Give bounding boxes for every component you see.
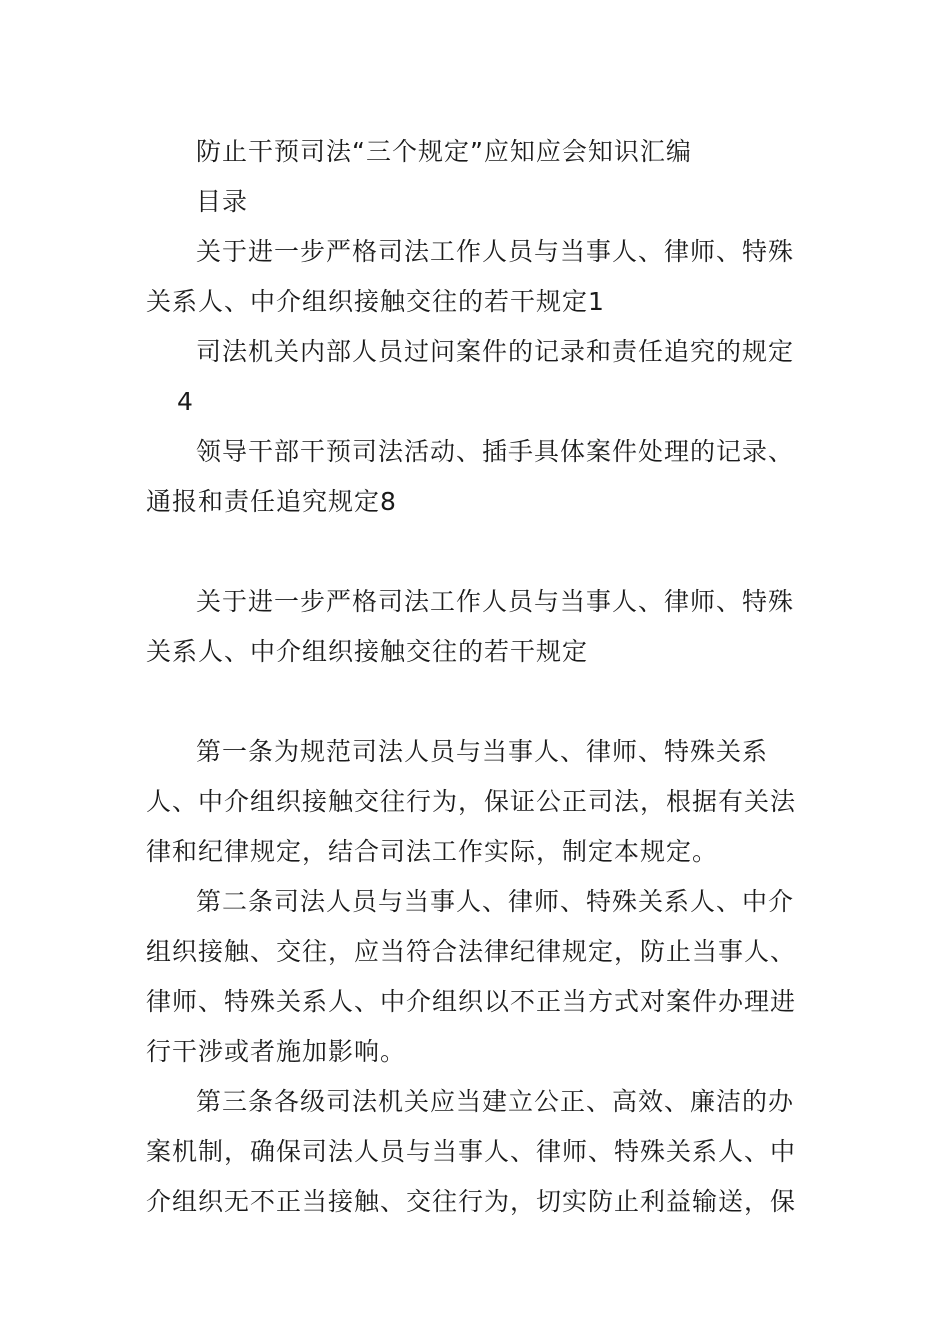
article-2-line-2: 组织接触、交往，应当符合法律纪律规定，防止当事人、: [146, 937, 797, 966]
article-3-line-1: 第三条各级司法机关应当建立公正、高效、廉洁的办: [196, 1087, 795, 1116]
article-2-line-4: 行干涉或者施加影响。: [146, 1037, 407, 1066]
article-2-line-3: 律师、特殊关系人、中介组织以不正当方式对案件办理进: [146, 987, 797, 1016]
article-1-line-2: 人、中介组织接触交往行为，保证公正司法，根据有关法: [146, 787, 797, 816]
section-heading-line-1: 关于进一步严格司法工作人员与当事人、律师、特殊: [196, 587, 795, 616]
toc-entry-3-line-1[interactable]: 领导干部干预司法活动、插手具体案件处理的记录、: [196, 437, 795, 466]
toc-heading: 目录: [196, 187, 249, 216]
toc-entry-1-line-2[interactable]: 关系人、中介组织接触交往的若干规定1: [146, 287, 605, 316]
article-1-line-3: 律和纪律规定，结合司法工作实际，制定本规定。: [146, 837, 719, 866]
article-3-line-3: 介组织无不正当接触、交往行为，切实防止利益输送，保: [146, 1187, 797, 1216]
toc-entry-2-page-number[interactable]: 4: [177, 387, 194, 416]
article-2-line-1: 第二条司法人员与当事人、律师、特殊关系人、中介: [196, 887, 795, 916]
section-heading-line-2: 关系人、中介组织接触交往的若干规定: [146, 637, 589, 666]
toc-entry-2-line-1[interactable]: 司法机关内部人员过问案件的记录和责任追究的规定: [196, 337, 795, 366]
toc-entry-1-line-1[interactable]: 关于进一步严格司法工作人员与当事人、律师、特殊: [196, 237, 795, 266]
article-1-line-1: 第一条为规范司法人员与当事人、律师、特殊关系: [196, 737, 769, 766]
article-3-line-2: 案机制，确保司法人员与当事人、律师、特殊关系人、中: [146, 1137, 797, 1166]
document-title: 防止干预司法“三个规定”应知应会知识汇编: [196, 137, 692, 166]
toc-entry-3-line-2[interactable]: 通报和责任追究规定8: [146, 487, 397, 516]
